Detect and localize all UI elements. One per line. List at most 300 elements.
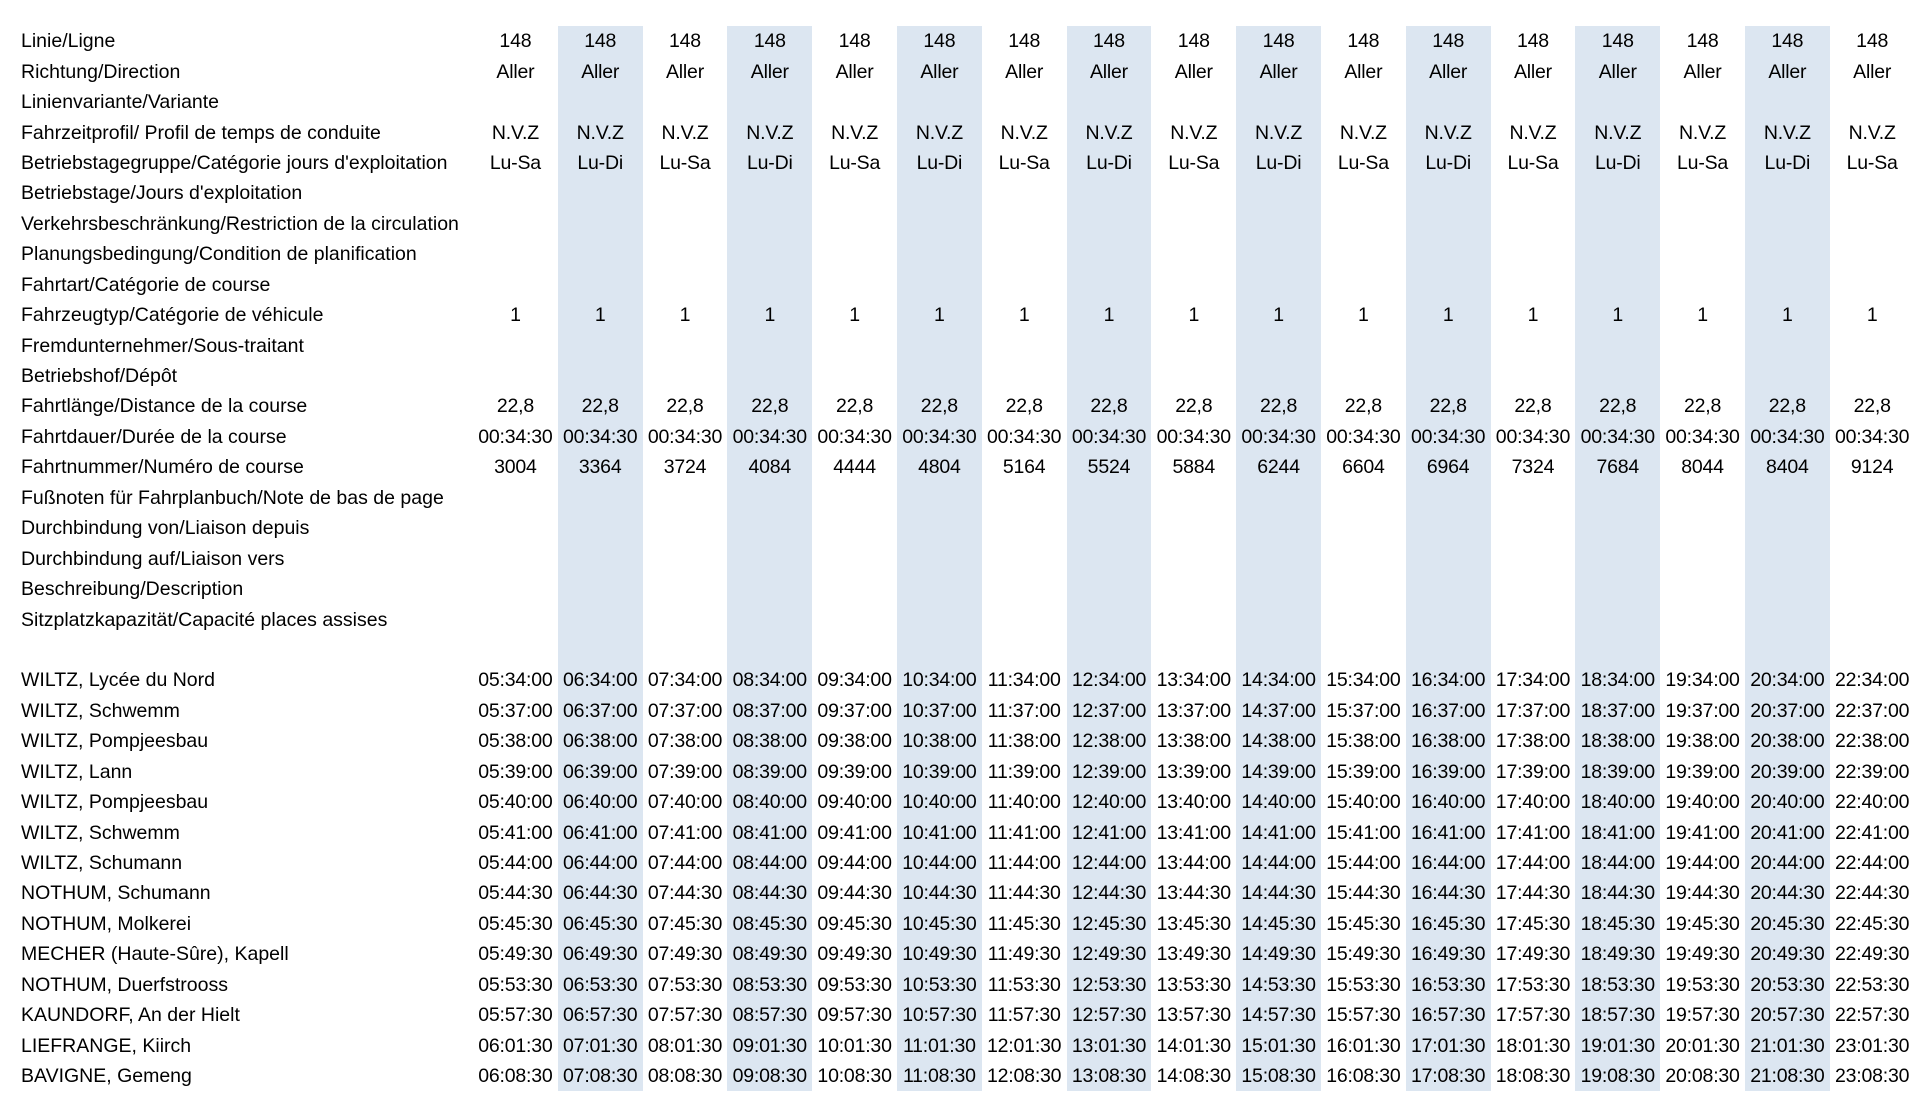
header-row-cell: N.V.Z [1848,121,1896,144]
stop-row-cell: 06:34:00 [558,665,643,695]
stop-row-cell: 08:39:00 [727,757,812,787]
header-row-cell [558,209,643,239]
stop-row-cell: 16:41:00 [1406,817,1491,847]
stop-row-cell: 12:40:00 [1067,787,1152,817]
stop-row-cell: 07:34:00 [647,669,723,692]
stop-row-cell: 13:44:30 [1156,882,1231,905]
header-row-cell [1406,513,1491,543]
header-row-cell [727,604,812,634]
header-row-cell: 148 [1236,26,1321,56]
stop-row-cell: 20:53:30 [1745,970,1830,1000]
header-row-cell: 8404 [1745,452,1830,482]
header-row-cell: 148 [1008,30,1041,53]
header-row-cell [1660,87,1745,117]
header-row-cell [1067,178,1152,208]
stop-row-cell: 20:40:00 [1745,787,1830,817]
header-row-cell: 4084 [727,452,812,482]
stop-row-cell: 09:41:00 [817,821,892,844]
header-row-label: Durchbindung auf/Liaison vers [21,547,285,570]
header-row-cell [812,330,897,360]
header-row-cell [473,483,558,513]
header-row-cell [1151,361,1236,391]
stop-row-cell: 15:44:00 [1326,852,1401,875]
header-row-cell [1491,543,1576,573]
header-row-cell [727,574,812,604]
stop-row-cell: 15:08:30 [1236,1061,1321,1091]
header-row-cell: Lu-Di [1406,148,1491,178]
stop-row-cell: 18:41:00 [1575,817,1660,847]
stop-row-cell: 09:01:30 [727,1030,812,1060]
stop-row-cell: 11:08:30 [897,1061,982,1091]
stop-row-cell: 13:41:00 [1156,821,1231,844]
header-row-cell [1660,543,1745,573]
header-row-cell [1321,330,1406,360]
spacer-cell [727,635,812,665]
header-row-cell [1745,483,1830,513]
stop-row-cell: 13:45:30 [1156,912,1231,935]
header-row-cell [812,483,897,513]
stop-row-cell: 19:08:30 [1575,1061,1660,1091]
stop-row-cell: 07:44:30 [647,882,723,905]
stop-row-cell: 15:44:30 [1326,882,1401,905]
header-row-cell [1491,361,1576,391]
header-row-cell [558,513,643,543]
stop-row-label: LIEFRANGE, Kiirch [21,1034,192,1057]
stop-row-cell: 19:34:00 [1665,669,1740,692]
stop-row-cell: 13:53:30 [1156,973,1231,996]
stop-row-cell: 10:57:30 [897,1000,982,1030]
stop-row-cell: 15:34:00 [1326,669,1401,692]
header-row-label: Fahrtdauer/Durée de la course [21,425,287,448]
header-row-cell [727,209,812,239]
stop-row-cell: 07:38:00 [647,730,723,753]
header-row-label: Fahrzeugtyp/Catégorie de véhicule [21,304,324,327]
header-row-cell [558,483,643,513]
header-row-cell: 6604 [1342,456,1385,479]
stop-row-label: MECHER (Haute-Sûre), Kapell [21,943,289,966]
stop-row-cell: 11:01:30 [897,1030,982,1060]
stop-row-cell: 18:40:00 [1575,787,1660,817]
stop-row-cell: 22:57:30 [1834,1004,1910,1027]
stop-row-cell: 14:44:30 [1236,878,1321,908]
stop-row-cell: 07:44:00 [647,852,723,875]
header-row [21,270,1915,300]
header-row-cell [473,270,558,300]
stop-row-cell: 09:38:00 [817,730,892,753]
stop-row-cell: 06:44:00 [558,848,643,878]
stop-row-cell: 19:41:00 [1665,821,1740,844]
stop-row-cell: 06:39:00 [558,757,643,787]
header-row-cell: 4444 [833,456,876,479]
header-row-cell [1151,483,1236,513]
stop-row-cell: 17:34:00 [1495,669,1571,692]
header-row-cell: 22,8 [727,391,812,421]
stop-row-cell: 10:41:00 [897,817,982,847]
header-row-cell: 148 [669,30,701,53]
stop-row-cell: 05:57:30 [478,1004,553,1027]
spacer-cell [1491,635,1576,665]
header-row-cell [1491,87,1576,117]
stop-row-cell: 08:44:00 [727,848,812,878]
header-row-cell [982,87,1067,117]
header-row-cell [1151,574,1236,604]
header-row-cell: Aller [1513,60,1552,83]
header-row-label: Linienvariante/Variante [21,91,220,114]
stop-row-cell: 10:44:00 [897,848,982,878]
stop-row-cell: 10:53:30 [897,970,982,1000]
header-row-cell: 148 [1406,26,1491,56]
stop-row [21,970,1915,1000]
stop-row-cell: 08:41:00 [727,817,812,847]
stop-row-cell: 13:39:00 [1156,760,1231,783]
stop-row-cell: 19:40:00 [1665,791,1740,814]
header-row-cell: Aller [558,56,643,86]
header-row-cell: 148 [558,26,643,56]
header-row-cell [473,513,558,543]
header-row-cell: N.V.Z [558,117,643,147]
stop-row-cell: 07:53:30 [647,973,723,996]
stop-row-cell: 12:44:00 [1067,848,1152,878]
header-row-cell: 148 [1856,30,1889,53]
stop-row-label: NOTHUM, Molkerei [21,912,192,935]
header-row-cell: 3364 [558,452,643,482]
header-row-cell [1151,178,1236,208]
stop-row-cell: 17:08:30 [1406,1061,1491,1091]
header-row-cell: 1 [679,304,691,327]
stop-row-cell: 22:45:30 [1834,912,1910,935]
stop-row-cell: 13:44:00 [1156,852,1231,875]
stop-row [21,848,1915,878]
header-row-cell [897,361,982,391]
header-row-cell [643,513,728,543]
header-row-cell [643,361,728,391]
spacer-cell [1830,635,1915,665]
header-row-cell [1151,543,1236,573]
header-row-cell [1236,239,1321,269]
stop-row-cell: 05:34:00 [478,669,553,692]
stop-row-cell: 20:44:00 [1745,848,1830,878]
header-row-cell [982,209,1067,239]
stop-row [21,757,1915,787]
stop-row-cell: 14:34:00 [1236,665,1321,695]
header-row-cell [727,543,812,573]
header-row-label: Durchbindung von/Liaison depuis [21,517,310,540]
header-row-label: Richtung/Direction [21,60,181,83]
stop-row-cell: 17:49:30 [1495,943,1571,966]
header-row-cell: 00:34:30 [727,422,812,452]
header-row-cell [982,270,1067,300]
header-row-cell [1830,543,1915,573]
header-row-cell [1236,513,1321,543]
header-row-cell [1406,330,1491,360]
header-row-cell [1236,361,1321,391]
header-row-cell [982,574,1067,604]
stop-row-cell: 19:39:00 [1665,760,1740,783]
stop-row-cell: 10:34:00 [897,665,982,695]
spacer-cell [1151,635,1236,665]
header-row-label: Linie/Ligne [21,30,116,53]
stop-row-cell: 14:41:00 [1236,817,1321,847]
header-row-cell: 22,8 [1745,391,1830,421]
stop-row-cell: 05:49:30 [478,943,553,966]
header-row-cell [1660,483,1745,513]
header-row-cell [1745,574,1830,604]
stop-row-cell: 12:38:00 [1067,726,1152,756]
header-row-label: Betriebshof/Dépôt [21,365,178,388]
header-row-cell: N.V.Z [1679,121,1727,144]
header-row-cell [897,87,982,117]
header-row-cell: 1 [897,300,982,330]
stop-row-cell: 08:53:30 [727,970,812,1000]
header-row-cell: 1 [1358,304,1369,327]
header-row-cell: 00:34:30 [1406,422,1491,452]
stop-row-cell: 08:44:30 [727,878,812,908]
header-row-cell [897,574,982,604]
header-row [21,178,1915,208]
header-row-cell [1067,361,1152,391]
header-row-cell [1660,239,1745,269]
stop-row-cell: 08:49:30 [727,939,812,969]
stop-row-cell: 18:49:30 [1575,939,1660,969]
header-row-cell: N.V.Z [897,117,982,147]
stop-row-cell: 06:38:00 [558,726,643,756]
stop-row-cell: 16:44:30 [1406,878,1491,908]
header-row-cell [1491,239,1576,269]
stop-row-cell: 19:45:30 [1665,912,1740,935]
stop-row-cell: 16:40:00 [1406,787,1491,817]
header-row-label: Fahrtart/Catégorie de course [21,273,271,296]
header-row-cell [1745,361,1830,391]
stop-row-cell: 16:53:30 [1406,970,1491,1000]
header-row-cell: Lu-Sa [659,151,711,174]
header-row-cell [1067,270,1152,300]
stop-row-cell: 12:01:30 [987,1034,1062,1057]
header-row-cell: 00:34:30 [987,425,1062,448]
stop-row-cell: 16:08:30 [1326,1065,1401,1088]
stop-row-cell: 15:01:30 [1236,1030,1321,1060]
header-row-cell: 22,8 [558,391,643,421]
stop-row-label: BAVIGNE, Gemeng [21,1065,192,1088]
header-row-cell: 22,8 [1683,395,1722,418]
stop-row-label: WILTZ, Lycée du Nord [21,669,215,692]
stop-row-cell: 16:38:00 [1406,726,1491,756]
stop-row-cell: 21:08:30 [1745,1061,1830,1091]
stop-row-cell: 07:57:30 [647,1004,723,1027]
header-row-cell: Lu-Di [1575,148,1660,178]
header-row-cell [1236,543,1321,573]
stop-row-cell: 18:57:30 [1575,1000,1660,1030]
header-row-cell: 22,8 [1344,395,1382,418]
header-row-cell [1575,330,1660,360]
header-row-cell: 22,8 [1067,391,1152,421]
header-row-cell [727,361,812,391]
header-row-cell: 1 [1697,304,1708,327]
stop-row-cell: 18:44:30 [1575,878,1660,908]
stop-row-cell: 10:49:30 [897,939,982,969]
header-row-cell [1660,330,1745,360]
header-row-cell: N.V.Z [1575,117,1660,147]
header-row-cell [558,574,643,604]
header-row-cell: Lu-Sa [1168,151,1220,174]
header-row-cell: N.V.Z [831,121,879,144]
spacer-cell [897,635,982,665]
header-row-cell [1491,209,1576,239]
stop-row-cell: 13:37:00 [1156,699,1231,722]
header-row-cell: Lu-Sa [1337,151,1389,174]
stop-row-cell: 16:39:00 [1406,757,1491,787]
stop-row-cell: 06:08:30 [478,1065,553,1088]
stop-row-cell: 15:40:00 [1326,791,1401,814]
header-row-cell [1406,87,1491,117]
header-row-cell [558,543,643,573]
header-row-cell: Aller [1853,60,1892,83]
stop-row-cell: 09:08:30 [727,1061,812,1091]
header-row-cell [1830,209,1915,239]
stop-row-cell: 05:37:00 [478,699,553,722]
stop-row-cell: 08:01:30 [647,1034,723,1057]
header-row-cell [1745,178,1830,208]
header-row-cell: Lu-Sa [1677,151,1729,174]
header-row-cell [1321,270,1406,300]
header-row-cell [473,361,558,391]
header-row-cell: 1 [1866,304,1878,327]
stop-row-cell: 05:38:00 [478,730,553,753]
stop-row-cell: 17:44:30 [1495,882,1571,905]
header-row-cell [1830,513,1915,543]
stop-row-cell: 10:44:30 [897,878,982,908]
stop-row-cell: 12:53:30 [1067,970,1152,1000]
header-row-cell: 1 [1575,300,1660,330]
stop-row-cell: 14:40:00 [1236,787,1321,817]
stop-row-cell: 20:38:00 [1745,726,1830,756]
stop-row [21,939,1915,969]
stop-row-cell: 22:38:00 [1834,730,1910,753]
stop-row-label: WILTZ, Schwemm [21,821,180,844]
header-row-cell [1067,209,1152,239]
stop-row-label: NOTHUM, Schumann [21,882,211,905]
stop-row [21,909,1915,939]
header-row-label: Fremdunternehmer/Sous-traitant [21,334,304,357]
header-row-cell [1236,209,1321,239]
stop-row-cell: 07:41:00 [647,821,723,844]
stop-row-cell: 22:40:00 [1834,791,1910,814]
stop-row-cell: 09:37:00 [817,699,892,722]
header-row-cell: 7684 [1575,452,1660,482]
header-row [21,483,1915,513]
header-row-cell [643,209,728,239]
stop-row-cell: 07:37:00 [647,699,723,722]
stop-row-cell: 11:39:00 [987,760,1061,783]
stop-row-cell: 17:37:00 [1495,699,1571,722]
stop-row-cell: 14:38:00 [1236,726,1321,756]
header-row-label: Fahrzeitprofil/ Profil de temps de conduite [21,121,381,144]
header-row [21,148,1915,178]
header-row-cell [1067,574,1152,604]
spacer-cell [1660,635,1745,665]
header-row [21,452,1915,482]
header-row-cell [1236,178,1321,208]
header-row-cell: 1 [727,300,812,330]
stop-row-cell: 10:08:30 [817,1065,892,1088]
stop-row-label: WILTZ, Pompjeesbau [21,791,209,814]
stop-row-cell: 19:57:30 [1665,1004,1740,1027]
header-row-cell [812,574,897,604]
header-row-cell [1406,483,1491,513]
header-row-cell: 7324 [1511,456,1555,479]
header-row-cell: 4804 [897,452,982,482]
header-row-cell: N.V.Z [1170,121,1218,144]
header-row-label: Fahrtnummer/Numéro de course [21,456,304,479]
header-row-cell [1745,604,1830,634]
header-row-cell [1236,87,1321,117]
stop-row-cell: 06:01:30 [478,1034,553,1057]
header-row [21,239,1915,269]
header-row [21,543,1915,573]
header-row [21,300,1915,330]
header-row-cell [1575,239,1660,269]
header-row-cell [1830,270,1915,300]
header-row-cell [897,604,982,634]
spacer-cell [1236,635,1321,665]
header-row-cell: Aller [1344,60,1383,83]
stop-row-cell: 21:01:30 [1745,1030,1830,1060]
stop-row-cell: 18:44:00 [1575,848,1660,878]
spacer-cell [1575,635,1660,665]
stop-row-cell: 09:34:00 [817,669,892,692]
header-row-cell: Lu-Sa [1507,151,1559,174]
header-row-cell: Aller [727,56,812,86]
stop-row-cell: 09:40:00 [817,791,892,814]
stop-row-cell: 18:53:30 [1575,970,1660,1000]
header-row-cell: 22,8 [1175,395,1213,418]
header-row-cell: Aller [1575,56,1660,86]
stop-row-cell: 10:40:00 [897,787,982,817]
header-row-cell [1151,239,1236,269]
stop-row-cell: 07:01:30 [558,1030,643,1060]
stop-row-cell: 20:37:00 [1745,696,1830,726]
stop-row-cell: 11:34:00 [987,669,1061,692]
stop-row-cell: 11:44:30 [987,882,1061,905]
stop-row [21,1061,1915,1091]
stop-row-cell: 18:39:00 [1575,757,1660,787]
header-row-cell [643,178,728,208]
stop-row-cell: 12:57:30 [1067,1000,1152,1030]
header-row-cell [1660,270,1745,300]
stop-row-cell: 08:57:30 [727,1000,812,1030]
stop-row-cell: 15:57:30 [1326,1004,1401,1027]
header-row-cell: 22,8 [666,395,704,418]
header-row-cell: Aller [1174,60,1213,83]
stop-row-cell: 15:53:30 [1326,973,1401,996]
stop-row [21,665,1915,695]
spacer-cell [643,635,728,665]
header-row-cell [643,483,728,513]
header-row-cell [1067,604,1152,634]
header-row-cell [473,543,558,573]
header-row-cell: Aller [1683,60,1722,83]
stop-row-cell: 17:57:30 [1495,1004,1571,1027]
header-row-cell: 148 [1177,30,1210,53]
header-row-cell: 00:34:30 [478,425,553,448]
header-row-cell [1745,330,1830,360]
spacer-row [21,635,1915,665]
header-row-cell: N.V.Z [1509,121,1557,144]
header-row-cell: 00:34:30 [1745,422,1830,452]
header-row-cell [643,330,728,360]
header-row-cell: 00:34:30 [558,422,643,452]
stop-row-cell: 12:45:30 [1067,909,1152,939]
header-row-cell: 1 [1527,304,1539,327]
